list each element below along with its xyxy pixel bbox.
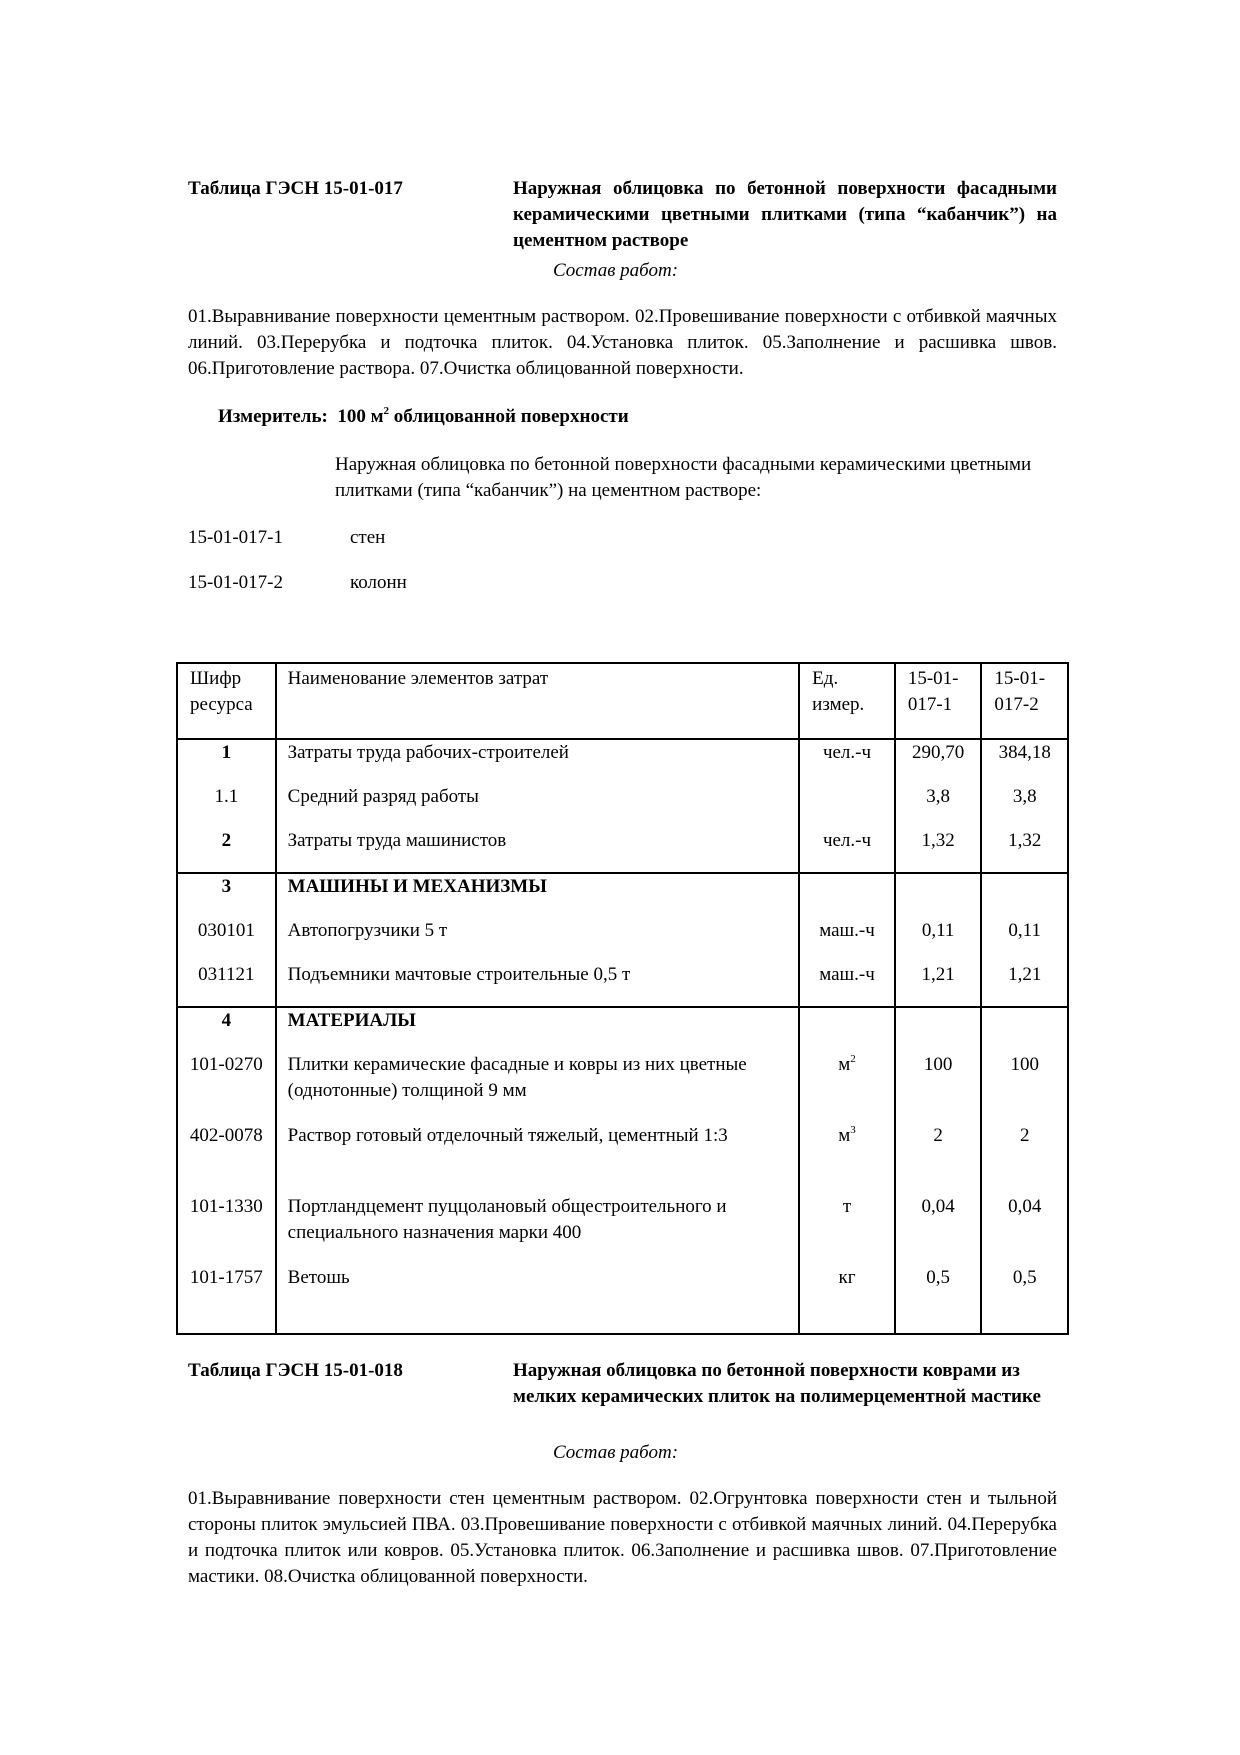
unit-text: кг — [838, 1267, 856, 1288]
cell-code: 031121 — [177, 962, 276, 1007]
cell-value-1: 290,70 — [895, 739, 982, 784]
cell-value-1 — [895, 873, 982, 918]
table-row — [177, 918, 1068, 962]
cell-value-2: 0,5 — [981, 1265, 1068, 1334]
cell-code: 3 — [177, 873, 276, 918]
cell-value-1: 1,32 — [895, 828, 982, 873]
cell-value-2: 384,18 — [981, 739, 1068, 784]
cell-unit — [799, 918, 895, 962]
code-1-name: стен — [350, 527, 386, 548]
cell-code: 101-1330 — [177, 1194, 276, 1265]
section-title: Наружная облицовка по бетонной поверхности фасадными керамическими цветными плитками (типа “кабанчик”) на цементном растворе — [513, 178, 1057, 251]
cell-name: Затраты труда машинистов — [276, 828, 800, 873]
cell-unit — [799, 1265, 895, 1334]
cell-name: МАШИНЫ И МЕХАНИЗМЫ — [276, 873, 800, 918]
subtitle: Наружная облицовка по бетонной поверхности фасадными керамическими цветными плитками (типа “кабанчик”) на цементном растворе: — [335, 454, 1032, 501]
meter-sup: 2 — [383, 404, 390, 417]
unit-text: м — [838, 1125, 851, 1146]
cell-name: МАТЕРИАЛЫ — [276, 1007, 800, 1052]
cell-unit — [799, 873, 895, 918]
resource-table — [176, 662, 1069, 1335]
table-row — [177, 1194, 1068, 1265]
cell-unit — [799, 784, 895, 828]
cell-code: 030101 — [177, 918, 276, 962]
cell-name: Портландцемент пуццолановый общестроительного и специального назначения марки 400 — [276, 1194, 800, 1265]
section-title-2: Наружная облицовка по бетонной поверхности коврами из мелких керамических плиток на полимерцементной мастике — [513, 1360, 1041, 1407]
cell-code: 2 — [177, 828, 276, 873]
cell-code: 4 — [177, 1007, 276, 1052]
cell-value-2: 3,8 — [981, 784, 1068, 828]
header-col-2: 15-01-017-2 — [981, 663, 1068, 739]
cell-value-2: 1,21 — [981, 962, 1068, 1007]
cell-code: 101-0270 — [177, 1052, 276, 1123]
unit-text: чел.-ч — [822, 742, 872, 763]
cell-name: Раствор готовый отделочный тяжелый, цементный 1:3 — [276, 1123, 800, 1194]
table-header-row — [177, 663, 1068, 739]
header-name: Наименование элементов затрат — [276, 663, 800, 739]
cell-value-2 — [981, 1007, 1068, 1052]
unit-text: чел.-ч — [822, 830, 872, 851]
cell-value-1 — [895, 1007, 982, 1052]
table-label-2: Таблица ГЭСН 15-01-018 — [188, 1360, 403, 1381]
cell-unit — [799, 1052, 895, 1123]
cell-value-1: 0,04 — [895, 1194, 982, 1265]
cell-name: Подъемники мачтовые строительные 0,5 т — [276, 962, 800, 1007]
meter-label: Измеритель: — [218, 406, 328, 427]
cell-unit — [799, 1007, 895, 1052]
cell-value-1: 100 — [895, 1052, 982, 1123]
cell-code: 402-0078 — [177, 1123, 276, 1194]
table-row — [177, 1265, 1068, 1334]
cell-value-2: 2 — [981, 1123, 1068, 1194]
table-row — [177, 1123, 1068, 1194]
cell-value-1: 3,8 — [895, 784, 982, 828]
works-heading: Состав работ: — [553, 260, 679, 281]
meter-suffix: облицованной поверхности — [393, 406, 629, 427]
table-label: Таблица ГЭСН 15-01-017 — [188, 178, 403, 199]
cell-name: Ветошь — [276, 1265, 800, 1334]
cell-unit — [799, 1123, 895, 1194]
table-row — [177, 1052, 1068, 1123]
unit-text: маш.-ч — [819, 920, 875, 941]
cell-code: 1 — [177, 739, 276, 784]
table-row — [177, 828, 1068, 873]
cell-value-1: 0,5 — [895, 1265, 982, 1334]
code-1: 15-01-017-1 — [188, 527, 283, 548]
table-row — [177, 1007, 1068, 1052]
cell-value-2: 1,32 — [981, 828, 1068, 873]
cell-name: Плитки керамические фасадные и ковры из них цветные (однотонные) толщиной 9 мм — [276, 1052, 800, 1123]
works-text-2: 01.Выравнивание поверхности стен цементным раствором. 02.Огрунтовка поверхности стен и тыльной стороны плиток эмульсией ПВА. 03.Провешивание поверхности с отбивкой маячных линий. 04.Перерубка и подточка плиток или ковров. 05.Установка плиток. 06.Заполнение и расшивка швов. 07.Приготовление мастики. 08.Очистка облицованной поверхности. — [188, 1488, 1057, 1587]
header-code: Шифр ресурса — [177, 663, 276, 739]
cell-name: Затраты труда рабочих-строителей — [276, 739, 800, 784]
header-col-1: 15-01-017-1 — [895, 663, 982, 739]
cell-value-2: 0,04 — [981, 1194, 1068, 1265]
table-row — [177, 739, 1068, 784]
code-2: 15-01-017-2 — [188, 572, 283, 593]
cell-value-1: 1,21 — [895, 962, 982, 1007]
cell-value-1: 2 — [895, 1123, 982, 1194]
cell-code: 1.1 — [177, 784, 276, 828]
cell-value-2: 0,11 — [981, 918, 1068, 962]
cell-name: Средний разряд работы — [276, 784, 800, 828]
unit-text: маш.-ч — [819, 964, 875, 985]
table-row — [177, 962, 1068, 1007]
table-row — [177, 873, 1068, 918]
meter-line — [218, 404, 629, 430]
works-text: 01.Выравнивание поверхности цементным раствором. 02.Провешивание поверхности с отбивкой маячных линий. 03.Перерубка и подточка плиток. 04.Установка плиток. 05.Заполнение и расшивка швов. 06.Приготовление раствора. 07.Очистка облицованной поверхности. — [188, 306, 1057, 379]
works-heading-2: Состав работ: — [553, 1442, 679, 1463]
cell-unit — [799, 962, 895, 1007]
cell-value-2: 100 — [981, 1052, 1068, 1123]
unit-sup: 3 — [850, 1123, 856, 1136]
cell-name: Автопогрузчики 5 т — [276, 918, 800, 962]
cell-unit — [799, 739, 895, 784]
code-2-name: колонн — [350, 572, 407, 593]
cell-unit — [799, 1194, 895, 1265]
cell-unit — [799, 828, 895, 873]
meter-value: 100 м — [337, 406, 384, 427]
table-row — [177, 784, 1068, 828]
cell-code: 101-1757 — [177, 1265, 276, 1334]
cell-value-1: 0,11 — [895, 918, 982, 962]
unit-sup: 2 — [850, 1052, 856, 1065]
cell-value-2 — [981, 873, 1068, 918]
header-unit: Ед. измер. — [799, 663, 895, 739]
unit-text: т — [842, 1196, 852, 1217]
unit-text: м — [838, 1054, 851, 1075]
